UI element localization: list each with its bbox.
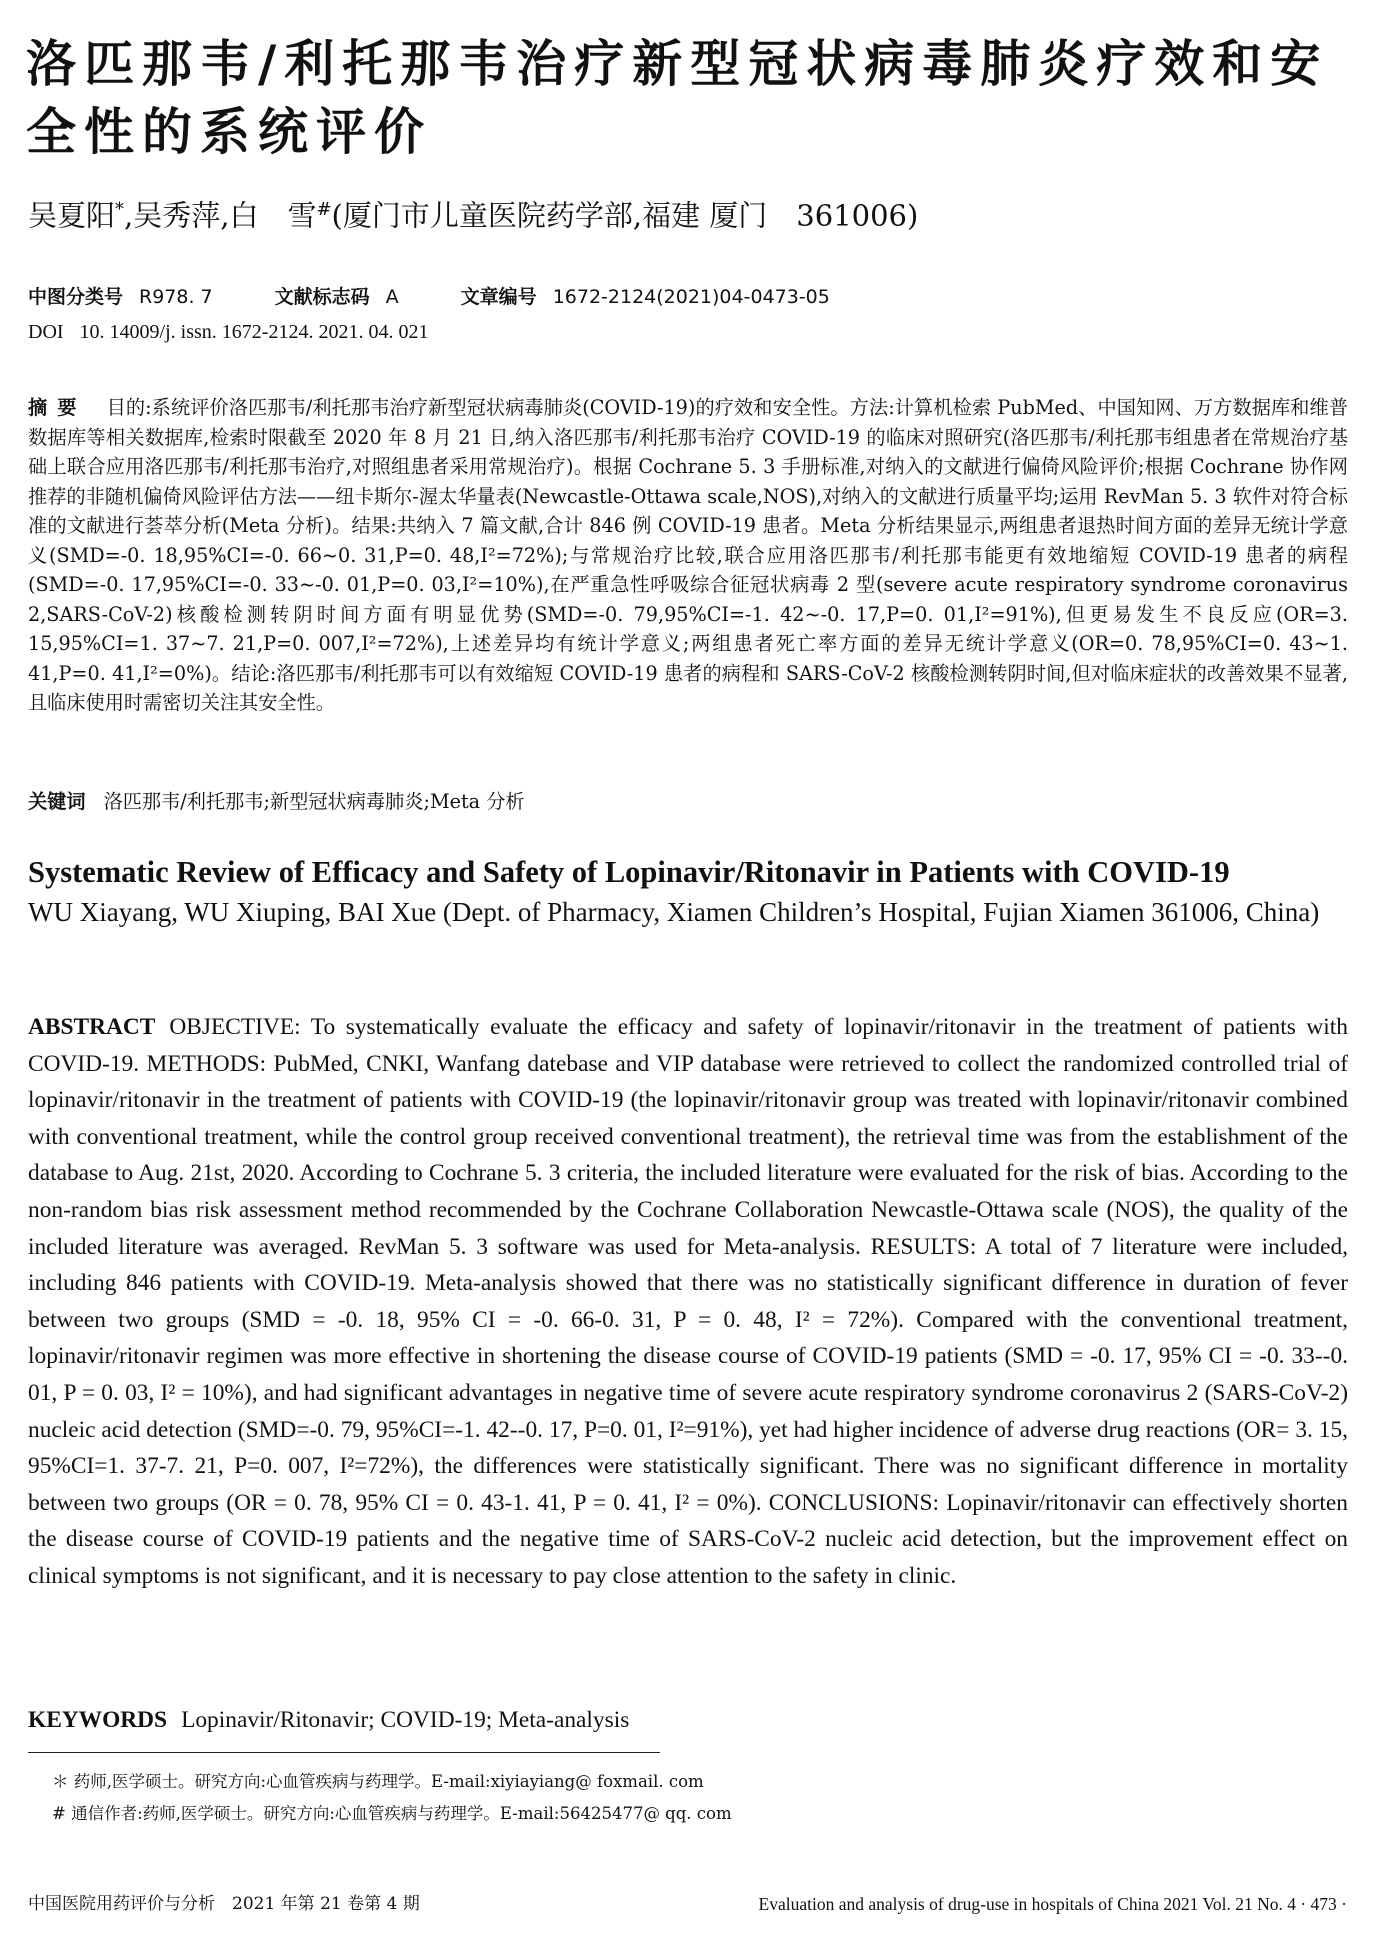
chinese-keywords — [28, 787, 1348, 817]
footnote-corresponding: # 通信作者:药师,医学硕士。研究方向:心血管疾病与药理学。E-mail:56425477@ qq. com — [52, 1804, 732, 1823]
doc-code-value: A — [385, 286, 399, 308]
chinese-keywords-label: 关键词 — [28, 790, 86, 813]
clc-label: 中图分类号 — [28, 286, 124, 308]
clc-value: R978. 7 — [139, 286, 213, 308]
author-rest: ,吴秀萍,白 雪 — [124, 198, 317, 233]
doi-label: DOI — [28, 321, 64, 343]
doi-line — [28, 318, 428, 346]
author-affiliation: (厦门市儿童医院药学部,福建 厦门 361006) — [331, 198, 919, 233]
classification-line — [28, 283, 1348, 311]
footnote-author: ＊ 药师,医学硕士。研究方向:心血管疾病与药理学。E-mail:xiyiayiang@ foxmail. com — [52, 1772, 704, 1791]
article-number-value: 1672-2124(2021)04-0473-05 — [552, 286, 830, 308]
author-line — [28, 190, 1348, 236]
article-title: 洛匹那韦/利托那韦治疗新型冠状病毒肺炎疗效和安全性的系统评价 — [26, 35, 1329, 161]
running-footer-journal-cn: 中国医院用药评价与分析 2021 年第 21 卷第 4 期 — [28, 1894, 420, 1914]
doc-code-label: 文献标志码 — [274, 286, 370, 308]
doi-value: 10. 14009/j. issn. 1672-2124. 2021. 04. 021 — [79, 321, 429, 343]
chinese-abstract — [28, 393, 1348, 718]
english-authors: WU Xiayang, WU Xiuping, BAI Xue (Dept. of Pharmacy, Xiamen Children’s Hospital, Fujian Xiamen 361006, China) — [28, 897, 1320, 927]
author-mark-hash: # — [316, 199, 332, 220]
english-keywords — [28, 1702, 1348, 1738]
article-number-label: 文章编号 — [460, 286, 537, 308]
chinese-abstract-label: 摘要 — [28, 396, 87, 419]
running-footer-journal-en: Evaluation and analysis of drug-use in hospitals of China 2021 Vol. 21 No. 4 · 473 · — [758, 1894, 1347, 1914]
english-abstract-label: ABSTRACT — [28, 1014, 156, 1040]
english-keywords-text: Lopinavir/Ritonavir; COVID-19; Meta-analysis — [181, 1707, 630, 1733]
english-abstract-text: OBJECTIVE: To systematically evaluate the efficacy and safety of lopinavir/ritonavir in the treatment of patients with COVID-19. METHODS: PubMed, CNKI, Wanfang datebase and VIP database were retrieved to collect the randomized controlled trial of lopinavir/ritonavir in the treatment of patients with COVID-19 (the lopinavir/ritonavir group was treated with lopinavir/ritonavir combined with conventional treatment, while the control group received conventional treatment), the retrieval time was from the establishment of the database to Aug. 21st, 2020. According to Cochrane 5. 3 criteria, the included literature were evaluated for the risk of bias. According to the non-random bias risk assessment method recommended by the Cochrane Collaboration Newcastle-Ottawa scale (NOS), the quality of the included literature was averaged. RevMan 5. 3 software was used for Meta-analysis. RESULTS: A total of 7 literature were included, including 846 patients with COVID-19. Meta-analysis showed that there was no statistically significant difference in duration of fever between two groups (SMD = -0. 18, 95% CI = -0. 66-0. 31, P = 0. 48, I² = 72%). Compared with the conventional treatment, lopinavir/ritonavir regimen was more effective in shortening the disease course of COVID-19 patients (SMD = -0. 17, 95% CI = -0. 33--0. 01, P = 0. 03, I² = 10%), and had significant advantages in negative time of severe acute respiratory syndrome coronavirus 2 (SARS-CoV-2) nucleic acid detection (SMD=-0. 79, 95%CI=-1. 42--0. 17, P=0. 01, I²=91%), yet had higher incidence of adverse drug reactions (OR= 3. 15, 95%CI=1. 37-7. 21, P=0. 007, I²=72%), the differences were statistically significant. There was no significant difference in mortality between two groups (OR = 0. 78, 95% CI = 0. 43-1. 41, P = 0. 41, I² = 0%). CONCLUSIONS: Lopinavir/ritonavir can effectively shorten the disease course of COVID-19 patients and the negative time of SARS-CoV-2 nucleic acid detection, but the improvement effect on clinical symptoms is not significant, and it is necessary to pay close attention to the safety in clinic. — [28, 1014, 1348, 1589]
chinese-keywords-text: 洛匹那韦/利托那韦;新型冠状病毒肺炎;Meta 分析 — [103, 790, 525, 813]
author-mark-star: * — [115, 199, 125, 220]
footnote-divider — [28, 1752, 660, 1753]
english-title: Systematic Review of Efficacy and Safety of Lopinavir/Ritonavir in Patients with COVID-19 — [28, 855, 1230, 889]
author-first: 吴夏阳 — [28, 198, 116, 233]
chinese-abstract-text: 目的:系统评价洛匹那韦/利托那韦治疗新型冠状病毒肺炎(COVID-19)的疗效和安全性。方法:计算机检索 PubMed、中国知网、万方数据库和维普数据库等相关数据库,检索时限截至 2020 年 8 月 21 日,纳入洛匹那韦/利托那韦治疗 COVID-19 的临床对照研究(洛匹那韦/利托那韦组患者在常规治疗基础上联合应用洛匹那韦/利托那韦治疗,对照组患者采用常规治疗)。根据 Cochrane 5. 3 手册标准,对纳入的文献进行偏倚风险评价;根据 Cochrane 协作网推荐的非随机偏倚风险评估方法——纽卡斯尔-渥太华量表(Newcastle-Ottawa scale,NOS),对纳入的文献进行质量平均;运用 RevMan 5. 3 软件对符合标准的文献进行荟萃分析(Meta 分析)。结果:共纳入 7 篇文献,合计 846 例 COVID-19 患者。Meta 分析结果显示,两组患者退热时间方面的差异无统计学意义(SMD=-0. 18,95%CI=-0. 66~0. 31,P=0. 48,I²=72%);与常规治疗比较,联合应用洛匹那韦/利托那韦能更有效地缩短 COVID-19 患者的病程(SMD=-0. 17,95%CI=-0. 33~-0. 01,P=0. 03,I²=10%),在严重急性呼吸综合征冠状病毒 2 型(severe acute respiratory syndrome coronavirus 2,SARS-CoV-2)核酸检测转阴时间方面有明显优势(SMD=-0. 79,95%CI=-1. 42~-0. 17,P=0. 01,I²=91%),但更易发生不良反应(OR=3. 15,95%CI=1. 37~7. 21,P=0. 007,I²=72%),上述差异均有统计学意义;两组患者死亡率方面的差异无统计学意义(OR=0. 78,95%CI=0. 43~1. 41,P=0. 41,I²=0%)。结论:洛匹那韦/利托那韦可以有效缩短 COVID-19 患者的病程和 SARS-CoV-2 核酸检测转阴时间,但对临床症状的改善效果不显著,且临床使用时需密切关注其安全性。 — [28, 396, 1349, 714]
english-abstract — [28, 1009, 1348, 1595]
english-keywords-label: KEYWORDS — [28, 1707, 168, 1733]
